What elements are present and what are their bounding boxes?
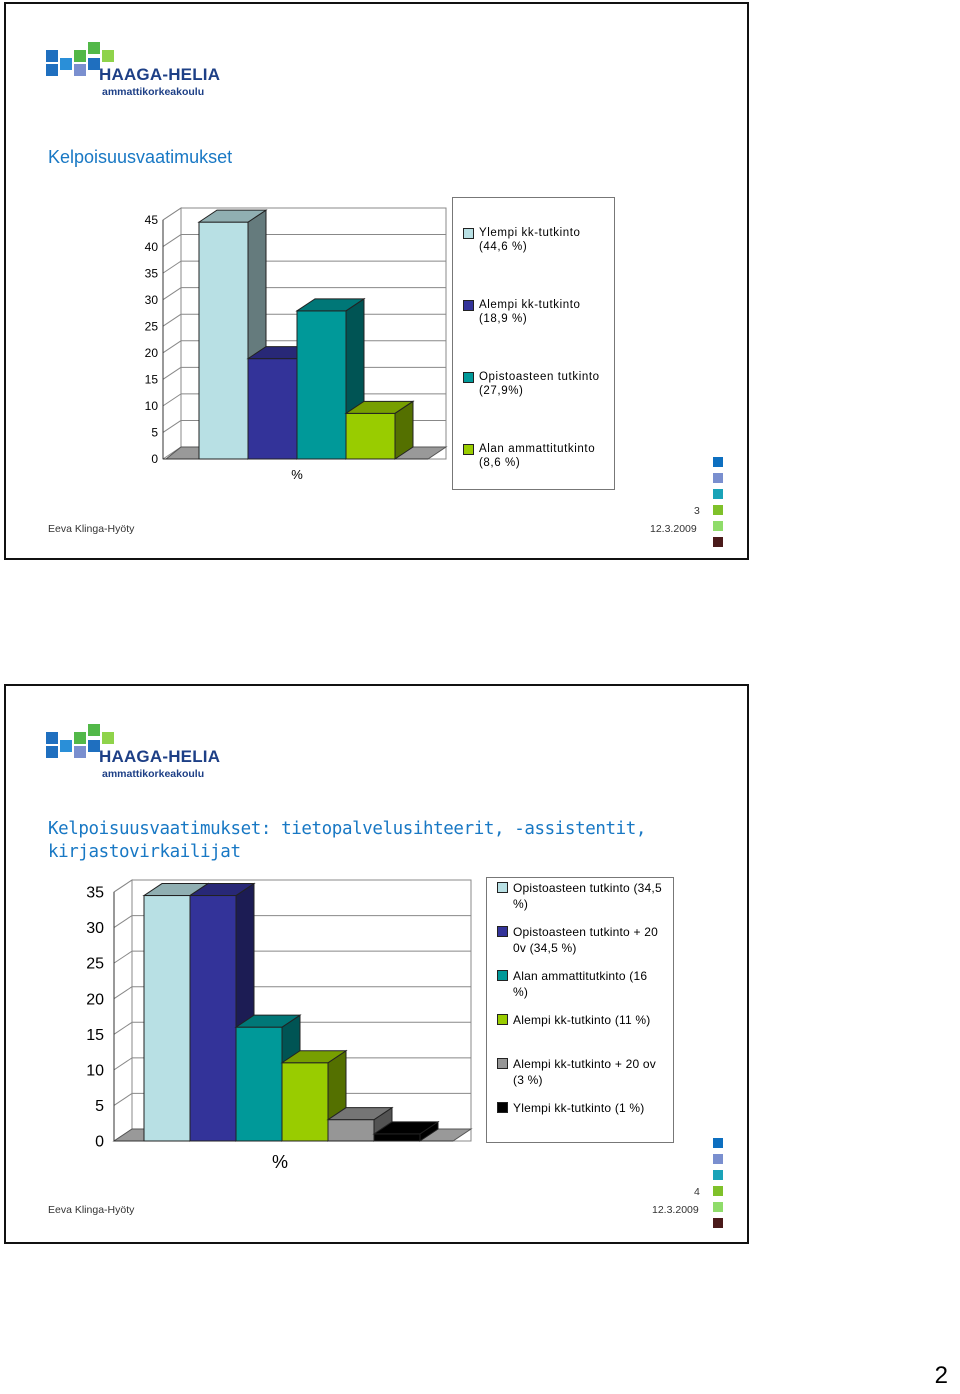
bar-front: [190, 896, 236, 1141]
legend-swatch: [463, 372, 474, 383]
bar-front: [236, 1027, 282, 1141]
bar-front: [374, 1134, 420, 1141]
legend-swatch: [463, 444, 474, 455]
y-tick-label: 0: [151, 452, 158, 467]
deco-square: [713, 1170, 723, 1180]
bar-chart: [6, 4, 751, 562]
y-tick-label: 5: [151, 425, 158, 440]
legend-swatch: [497, 1058, 508, 1069]
legend-swatch: [497, 1014, 508, 1025]
deco-square: [713, 1218, 723, 1228]
x-axis-label: %: [271, 1152, 289, 1172]
y-tick-label: 10: [144, 399, 158, 414]
slide-3: [4, 2, 749, 560]
legend-item: [497, 968, 647, 1000]
logo-subtitle: ammattikorkeakoulu: [102, 768, 205, 780]
y-tick-label: 30: [144, 292, 158, 307]
logo-wordmark: HAAGA-HELIA: [99, 747, 221, 766]
logo-subtitle: ammattikorkeakoulu: [102, 86, 205, 98]
legend-item: [463, 370, 600, 398]
y-tick-label: 35: [86, 884, 104, 902]
y-tick-label: 15: [86, 1026, 104, 1044]
x-axis-label: %: [291, 467, 303, 482]
legend-label: Ylempi kk-tutkinto (44,6 %): [479, 227, 581, 253]
legend-label: Opistoasteen tutkinto (34,5 %): [513, 881, 662, 911]
legend-swatch: [463, 300, 474, 311]
slide-number: 3: [694, 505, 700, 517]
deco-square: [713, 1202, 723, 1212]
chart-side-wall: [163, 208, 181, 459]
legend-swatch: [497, 1102, 508, 1113]
page-number: 2: [934, 1362, 948, 1389]
footer-author: Eeva Klinga-Hyöty: [48, 523, 135, 535]
deco-square: [713, 521, 723, 531]
deco-square: [713, 537, 723, 547]
legend-item: [497, 1100, 645, 1116]
legend-label: Alan ammattitutkinto (16 %): [513, 969, 648, 999]
decorative-color-squares: [713, 457, 723, 553]
bar-front: [282, 1063, 328, 1141]
legend-swatch: [497, 926, 508, 937]
legend-label: Alempi kk-tutkinto + 20 ov (3 %): [513, 1057, 656, 1087]
decorative-color-squares: [713, 1138, 723, 1234]
legend-item: [497, 1012, 651, 1028]
deco-square: [713, 1186, 723, 1196]
y-tick-label: 20: [144, 345, 158, 360]
footer-date: 12.3.2009: [650, 523, 697, 535]
chart-side-wall: [114, 880, 132, 1141]
chart-legend: [452, 197, 615, 490]
y-tick-label: 45: [144, 213, 158, 228]
slide-title-line: kirjastovirkailijat: [48, 842, 241, 862]
legend-item: [497, 880, 662, 912]
bar-front: [248, 359, 297, 459]
legend-label: Alempi kk-tutkinto (11 %): [513, 1013, 651, 1027]
y-tick-label: 0: [95, 1133, 104, 1151]
bar-front: [297, 311, 346, 459]
deco-square: [713, 1138, 723, 1148]
bar-front: [199, 222, 248, 459]
y-tick-label: 25: [86, 955, 104, 973]
legend-label: Opistoasteen tutkinto (27,9%): [479, 371, 600, 397]
legend-label: Alan ammattitutkinto (8,6 %): [479, 443, 596, 469]
y-tick-label: 40: [144, 239, 158, 254]
logo-wordmark: HAAGA-HELIA: [99, 65, 221, 84]
slide-number: 4: [694, 1186, 700, 1198]
bar: [346, 401, 413, 459]
y-tick-label: 35: [144, 266, 158, 281]
y-tick-label: 25: [144, 319, 158, 334]
deco-square: [713, 457, 723, 467]
legend-swatch: [497, 882, 508, 893]
deco-square: [713, 473, 723, 483]
deco-square: [713, 1154, 723, 1164]
slide-4: [4, 684, 749, 1244]
bar-front: [346, 413, 395, 459]
y-tick-label: 10: [86, 1062, 104, 1080]
legend-item: [497, 1056, 656, 1088]
y-tick-label: 30: [86, 920, 104, 938]
slide-title: Kelpoisuusvaatimukset: [48, 147, 233, 167]
y-tick-label: 5: [95, 1098, 104, 1116]
legend-item: [497, 924, 658, 956]
legend-label: Alempi kk-tutkinto (18,9 %): [479, 299, 581, 325]
legend-label: Ylempi kk-tutkinto (1 %): [513, 1101, 645, 1115]
deco-square: [713, 505, 723, 515]
y-tick-label: 15: [144, 372, 158, 387]
legend-item: [463, 226, 581, 254]
legend-swatch: [497, 970, 508, 981]
slide-title-line: Kelpoisuusvaatimukset: tietopalvelusihteerit, -assistentit,: [48, 819, 647, 839]
legend-item: [463, 298, 581, 326]
bar-front: [328, 1120, 374, 1141]
footer-author: Eeva Klinga-Hyöty: [48, 1204, 135, 1216]
legend-item: [463, 442, 595, 470]
legend-swatch: [463, 228, 474, 239]
chart-legend: [486, 877, 674, 1143]
deco-square: [713, 489, 723, 499]
bar-front: [144, 896, 190, 1141]
footer-date: 12.3.2009: [652, 1204, 699, 1216]
y-tick-label: 20: [86, 991, 104, 1009]
legend-label: Opistoasteen tutkinto + 20 0v (34,5 %): [513, 925, 658, 955]
